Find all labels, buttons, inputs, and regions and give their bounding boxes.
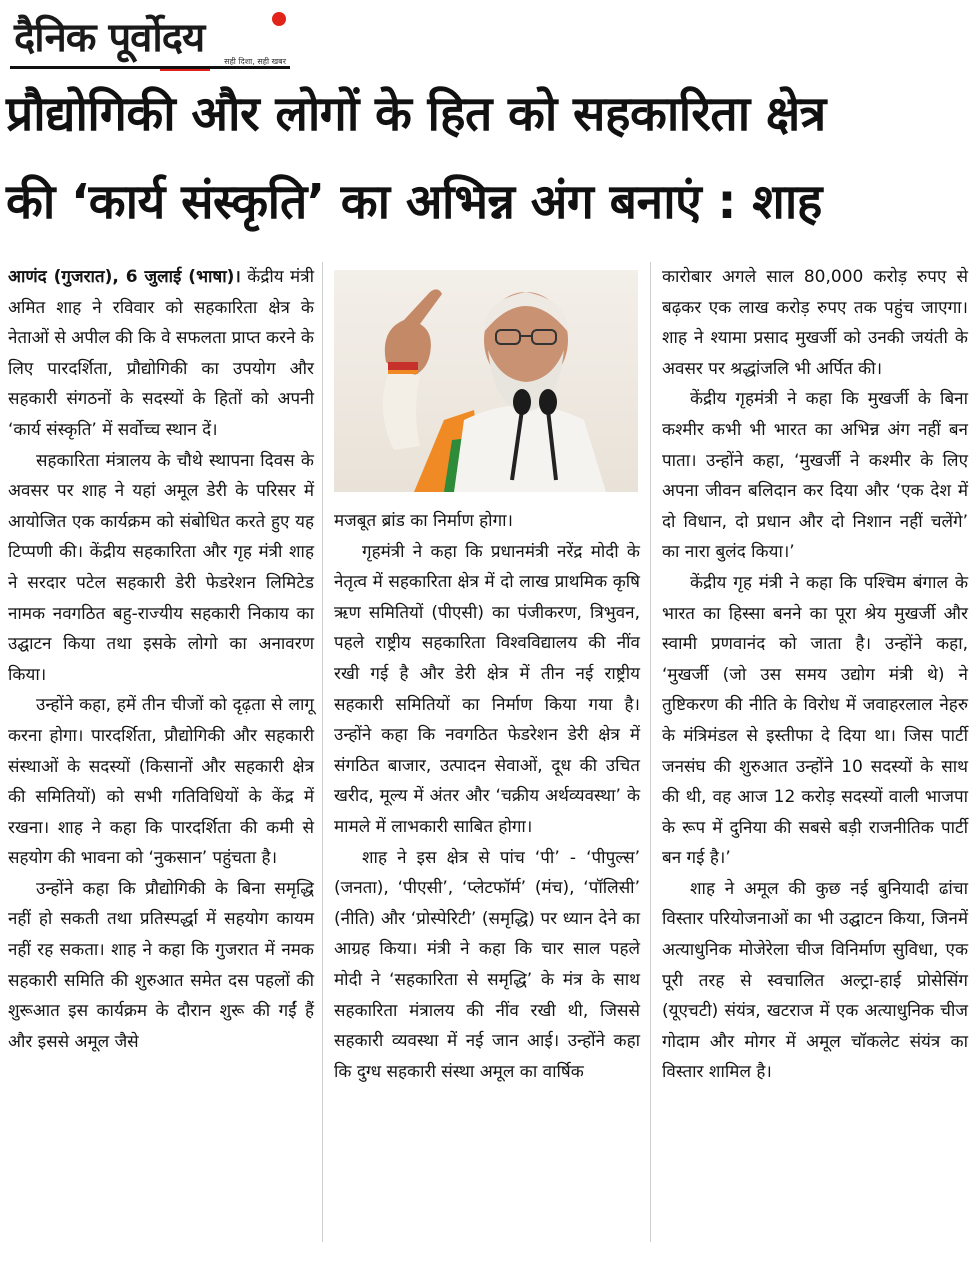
article-column-1 (8, 262, 314, 1057)
masthead-tagline: सही दिशा, सही खबर (224, 57, 286, 66)
article-column-3 (662, 262, 968, 1088)
masthead-dot-icon (272, 12, 286, 26)
article-paragraph: गृहमंत्री ने कहा कि प्रधानमंत्री नरेंद्र मोदी के नेतृत्व में सहकारिता क्षेत्र में दो लाख प्राथमिक कृषि ऋण समितियों (पीएसी) का पंजीकरण, त्रिभुवन, पहले राष्ट्रीय सहकारिता विश्वविद्यालय की नींव रखी गई है और डेरी क्षेत्र में तीन नई राष्ट्रीय सहकारी समितियों का निर्माण किया गया है। उन्होंने कहा कि नवगठित फेडरेशन डेरी क्षेत्र में संगठित बाजार, उत्पादन सेवाओं, दूध की उचित खरीद, मूल्य में अंतर और ‘चक्रीय अर्थव्यवस्था’ के मामले में लाभकारी साबित होगा। (334, 541, 640, 837)
article-paragraph: शाह ने अमूल की कुछ नई बुनियादी ढांचा विस्तार परियोजनाओं का भी उद्घाटन किया, जिनमें अत्याधुनिक मोजेरेला चीज विनिर्माण सुविधा, एक पूरी तरह से स्वचालित अल्ट्रा-हाई प्रोसेसिंग (यूएचटी) संयंत्र, खटराज में एक अत्याधुनिक चीज गोदाम और मोगर में अमूल चॉकलेट संयंत्र का विस्तार शामिल है। (662, 878, 968, 1083)
dateline: आणंद (गुजरात), 6 जुलाई (भाषा)। (8, 267, 241, 287)
masthead-logo (10, 6, 290, 70)
headline-line-1: प्रौद्योगिकी और लोगों के हित को सहकारिता क्षेत्र (6, 86, 826, 142)
article-paragraph: सहकारिता मंत्रालय के चौथे स्थापना दिवस के अवसर पर शाह ने यहां अमूल डेरी के परिसर में आयोजित एक कार्यक्रम को संबोधित करते हुए यह टिप्पणी की। केंद्रीय सहकारिता और गृह मंत्री शाह ने सरदार पटेल सहकारी डेरी फेडरेशन लिमिटेड नामक नवगठित बहु-राज्यीय सहकारी निकाय का उद्घाटन किया तथा इसके लोगो का अनावरण किया। (8, 450, 314, 685)
article-paragraph (8, 262, 314, 446)
column-divider (322, 262, 323, 1242)
headline-line-2: की ‘कार्य संस्कृति’ का अभिन्न अंग बनाएं : शाह (6, 174, 822, 230)
article-paragraph: कारोबार अगले साल 80,000 करोड़ रुपए से बढ़कर एक लाख करोड़ रुपए तक पहुंच जाएगा। शाह ने श्यामा प्रसाद मुखर्जी को उनकी जयंती के अवसर पर श्रद्धांजलि भी अर्पित की। (662, 267, 968, 379)
article-paragraph: उन्होंने कहा कि प्रौद्योगिकी के बिना समृद्धि नहीं हो सकती तथा प्रतिस्पर्द्धा में सहयोग कायम नहीं रह सकता। शाह ने कहा कि गुजरात में नमक सहकारी समिति की शुरुआत समेत दस पहलों की शुरूआत इस कार्यक्रम के दौरान शुरू की गईं हैं और इससे अमूल जैसे (8, 878, 314, 1052)
masthead-rule (10, 66, 290, 69)
column-divider (650, 262, 651, 1242)
article-paragraph: शाह ने इस क्षेत्र से पांच ‘पी’ - ‘पीपुल्स’ (जनता), ‘पीएसी’, ‘प्लेटफॉर्म’ (मंच), ‘पॉलिसी’ (नीति) और ‘प्रोस्पेरिटी’ (समृद्धि) पर ध्यान देने का आग्रह किया। मंत्री ने कहा कि चार साल पहले मोदी ने ‘सहकारिता से समृद्धि’ के मंत्र के साथ सहकारिता मंत्रालय की नींव रखी थी, जिससे सहकारी व्यवस्था में नई जान आई। उन्होंने कहा कि दुग्ध सहकारी संस्था अमूल का वार्षिक (334, 847, 640, 1082)
article-paragraph: केंद्रीय गृहमंत्री ने कहा कि मुखर्जी के बिना कश्मीर कभी भी भारत का अभिन्न अंग नहीं बन पाता। उन्होंने कहा, ‘मुखर्जी ने कश्मीर के लिए अपना जीवन बलिदान कर दिया और ‘एक देश में दो विधान, दो प्रधान और दो निशान नहीं चलेंगे’ का नारा बुलंद किया।’ (662, 389, 968, 563)
speaker-photo (334, 270, 638, 492)
article-paragraph: केंद्रीय गृह मंत्री ने कहा कि पश्चिम बंगाल के भारत का हिस्सा बनने का पूरा श्रेय मुखर्जी और स्वामी प्रणवानंद को जाता है। उन्होंने कहा, ‘मुखर्जी (जो उस समय उद्योग मंत्री थे) ने तुष्टिकरण की नीति के विरोध में जवाहरलाल नेहरु के मंत्रिमंडल से इस्तीफा दे दिया था। जिस पार्टी जनसंघ की शुरुआत उन्होंने 10 सदस्यों के साथ की थी, वह आज 12 करोड़ सदस्यों वाली भाजपा के रूप में दुनिया की सबसे बड़ी राजनीतिक पार्टी बन गई है।’ (662, 572, 968, 869)
masthead-name: दैनिक पूर्वोदय (14, 15, 205, 61)
article-column-2 (334, 506, 640, 1087)
speaker-photo-icon (334, 270, 638, 492)
article-paragraph: मजबूत ब्रांड का निर्माण होगा। (334, 511, 514, 531)
article-paragraph: उन्होंने कहा, हमें तीन चीजों को दृढ़ता से लागू करना होगा। पारदर्शिता, प्रौद्योगिकी और सहकारी संस्थाओं के सदस्यों (किसानों और सहकारी क्षेत्र की समितियों) को सभी गतिविधियों के केंद्र में रखना। शाह ने कहा कि पारदर्शिता की कमी से सहयोग की भावना को ‘नुकसान’ पहुंचता है। (8, 695, 314, 869)
masthead-rule-accent (160, 69, 210, 71)
paragraph-text: केंद्रीय मंत्री अमित शाह ने रविवार को सहकारिता क्षेत्र के नेताओं से अपील की कि वे सफलता प्राप्त करने के लिए पारदर्शिता, प्रौद्योगिकी का उपयोग और सहकारी संगठनों के सदस्यों के हितों को अपनी ‘कार्य संस्कृति’ में सर्वोच्च स्थान दें। (8, 267, 314, 440)
